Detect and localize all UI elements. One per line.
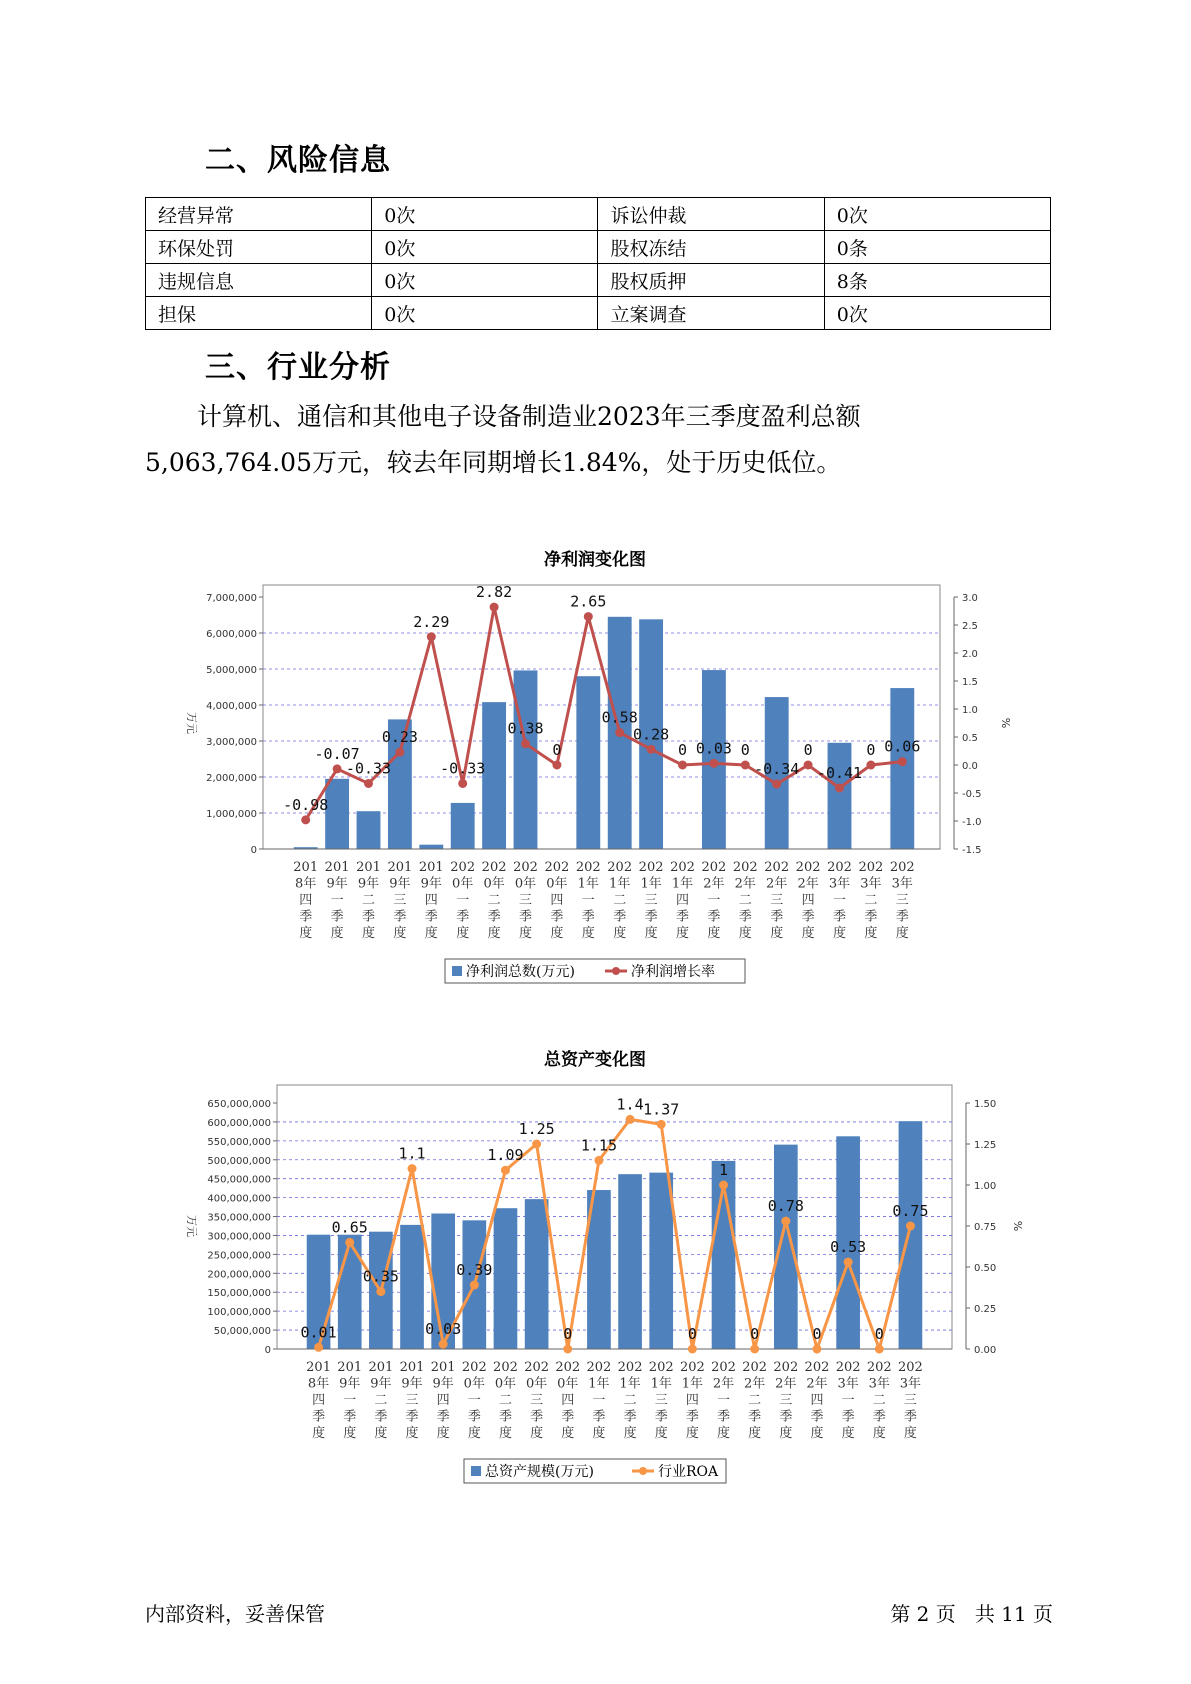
y-tick-label: 1,000,000 [206, 809, 257, 820]
net-profit-chart [0, 535, 1191, 1005]
risk-label-cell: 违规信息 [146, 264, 372, 297]
y2-tick-label: 0.00 [974, 1345, 997, 1356]
y2-tick-label: 0.25 [974, 1304, 997, 1315]
y-tick-label: 600,000,000 [207, 1117, 271, 1129]
x-tick-label: 202 3年二季度 [866, 1360, 892, 1441]
y-axis-label: 万元 [185, 712, 198, 734]
line-point [376, 1287, 385, 1296]
data-label: 0 [812, 1325, 822, 1343]
x-tick-label: 202 2年四季度 [795, 860, 821, 941]
data-label: 2.29 [413, 612, 450, 631]
data-label: 1.4 [616, 1095, 644, 1114]
risk-label-cell: 立案调查 [598, 297, 824, 330]
line-point [408, 1164, 417, 1173]
data-label: 0.03 [425, 1320, 462, 1339]
bar [494, 1208, 518, 1349]
y-tick-label: 2,000,000 [206, 773, 257, 784]
x-tick-label: 202 1年三季度 [638, 860, 664, 941]
y-tick-label: 0 [264, 1345, 271, 1356]
data-label: 0.06 [884, 737, 921, 756]
y2-tick-label: 1.25 [974, 1140, 997, 1151]
x-tick-label: 202 2年三季度 [773, 1360, 799, 1441]
x-tick-label: 202 0年三季度 [524, 1360, 550, 1441]
y-tick-label: 400,000,000 [207, 1193, 271, 1205]
x-tick-label: 202 3年二季度 [858, 860, 884, 941]
data-label: 1.09 [487, 1146, 524, 1165]
data-label: 0.39 [456, 1261, 493, 1280]
y-tick-label: 350,000,000 [207, 1212, 271, 1224]
line-point [584, 612, 593, 621]
x-tick-label: 202 2年一季度 [711, 1360, 736, 1441]
risk-value-cell: 0次 [372, 231, 598, 264]
line-point [439, 1340, 448, 1349]
x-tick-label: 202 2年一季度 [701, 860, 727, 941]
x-tick-label: 202 1年三季度 [648, 1360, 674, 1441]
y2-tick-label: 2.5 [962, 621, 978, 632]
x-tick-label: 202 0年三季度 [513, 860, 538, 941]
y-tick-label: 450,000,000 [207, 1174, 271, 1186]
line-point [719, 1181, 728, 1190]
line-point [812, 1345, 821, 1354]
x-tick-label: 201 9年四季度 [430, 1360, 456, 1441]
x-tick-label: 201 8年四季度 [306, 1360, 331, 1441]
data-label: 0.38 [507, 719, 544, 738]
risk-value-cell: 0次 [372, 198, 598, 231]
bar [419, 845, 443, 849]
risk-value-cell: 8条 [824, 264, 1050, 297]
x-tick-label: 201 9年一季度 [324, 860, 350, 941]
bar [357, 811, 381, 849]
line-point [898, 757, 907, 766]
bar [514, 670, 538, 849]
data-label: 0.01 [300, 1323, 337, 1342]
bar [890, 688, 914, 849]
paragraph-line-1: 计算机、通信和其他电子设备制造业2023年三季度盈利总额 [197, 402, 861, 431]
line-point [333, 764, 342, 773]
y-tick-label: 250,000,000 [207, 1250, 271, 1262]
data-label: 1.37 [643, 1100, 680, 1119]
data-label: 0 [874, 1325, 884, 1343]
line-point [563, 1345, 572, 1354]
line-point [866, 761, 875, 770]
y-tick-label: 150,000,000 [207, 1288, 271, 1300]
legend-bar-swatch [452, 966, 462, 976]
industry-paragraph [145, 394, 1055, 486]
y-tick-label: 7,000,000 [206, 593, 257, 604]
x-tick-label: 202 1年四季度 [679, 1360, 705, 1441]
data-label: 0.28 [633, 725, 670, 744]
data-label: 0 [803, 741, 813, 759]
line-point [427, 632, 436, 641]
bar [451, 803, 475, 849]
x-tick-label: 202 2年二季度 [732, 860, 758, 941]
line-point [678, 761, 687, 770]
data-label: 1.15 [580, 1136, 617, 1155]
x-tick-label: 202 0年一季度 [450, 860, 476, 941]
y2-tick-label: -1.0 [962, 817, 982, 828]
x-tick-label: 201 9年一季度 [337, 1360, 363, 1441]
data-label: 0.35 [362, 1267, 399, 1286]
bar [525, 1199, 549, 1349]
legend-bar-label: 总资产规模(万元) [485, 1464, 594, 1480]
data-label: 0 [563, 1325, 573, 1343]
footer-left: 内部资料，妥善保管 [145, 1602, 325, 1626]
x-tick-label: 202 2年四季度 [804, 1360, 830, 1441]
section-title-risk: 二、风险信息 [205, 143, 391, 178]
line-point [844, 1258, 853, 1267]
risk-value-cell: 0条 [824, 231, 1050, 264]
x-tick-label: 202 0年二季度 [493, 1360, 518, 1441]
line-point [688, 1345, 697, 1354]
data-label: 0.03 [695, 739, 732, 758]
footer-page-number: 第 2 页 共 11 页 [890, 1602, 1053, 1626]
risk-label-cell: 股权冻结 [598, 231, 824, 264]
y-tick-label: 650,000,000 [207, 1099, 271, 1110]
line-point [532, 1140, 541, 1149]
risk-value-cell: 0次 [824, 297, 1050, 330]
bar [400, 1225, 424, 1349]
data-label: -0.34 [754, 760, 800, 779]
bar [649, 1173, 673, 1349]
x-tick-label: 202 3年一季度 [835, 1360, 861, 1441]
y2-tick-label: 1.0 [962, 705, 978, 716]
y2-tick-label: 0.75 [974, 1222, 997, 1233]
x-tick-label: 202 3年三季度 [889, 860, 915, 941]
line-point [470, 1281, 479, 1290]
bar [338, 1235, 362, 1349]
y2-tick-label: 1.00 [974, 1181, 997, 1192]
y-axis-label: 万元 [185, 1215, 198, 1237]
risk-label-cell: 担保 [146, 297, 372, 330]
line-point [314, 1343, 323, 1352]
legend-line-marker [612, 967, 620, 975]
x-tick-label: 202 3年三季度 [898, 1360, 923, 1441]
y2-tick-label: 0.50 [974, 1263, 997, 1274]
paragraph-line-2: 5,063,764.05万元，较去年同期增长1.84%，处于历史低位。 [145, 448, 842, 477]
x-tick-label: 202 1年一季度 [575, 860, 601, 941]
y2-tick-label: 1.5 [962, 677, 978, 688]
risk-table-row [146, 231, 1051, 264]
line-point [647, 745, 656, 754]
legend-bar-swatch [471, 1466, 481, 1476]
risk-label-cell: 环保处罚 [146, 231, 372, 264]
y2-tick-label: 2.0 [962, 649, 978, 660]
bar [482, 702, 506, 849]
risk-value-cell: 0次 [372, 264, 598, 297]
data-label: 0.75 [892, 1202, 929, 1220]
total-assets-chart [0, 1035, 1191, 1505]
x-tick-label: 201 8年四季度 [293, 860, 319, 941]
data-label: -0.98 [283, 795, 329, 814]
x-tick-label: 202 1年一季度 [586, 1360, 612, 1441]
legend-bar-label: 净利润总数(万元) [466, 964, 575, 980]
line-point [709, 759, 718, 768]
line-point [458, 779, 467, 788]
bar [899, 1121, 923, 1349]
risk-label-cell: 股权质押 [598, 264, 824, 297]
x-tick-label: 202 1年四季度 [670, 860, 695, 941]
y-tick-label: 500,000,000 [207, 1155, 271, 1167]
data-label: 1 [719, 1161, 729, 1179]
x-tick-label: 202 0年四季度 [555, 1360, 581, 1441]
data-label: -0.33 [440, 759, 486, 778]
y2-tick-label: 0.0 [962, 761, 978, 772]
data-label: 1.25 [518, 1120, 555, 1138]
data-label: 0.58 [601, 708, 638, 727]
data-label: 0 [677, 741, 688, 759]
x-tick-label: 201 9年二季度 [356, 860, 381, 941]
y2-tick-label: -1.5 [962, 845, 982, 856]
data-label: -0.33 [345, 759, 392, 778]
line-point [501, 1166, 510, 1175]
x-tick-label: 201 9年三季度 [399, 1360, 425, 1441]
data-label: 0 [750, 1325, 760, 1343]
data-label: -0.07 [314, 744, 360, 763]
line-point [552, 761, 561, 770]
risk-value-cell: 0次 [372, 297, 598, 330]
line-point [626, 1115, 635, 1124]
line-point [615, 728, 624, 737]
risk-label-cell: 诉讼仲裁 [598, 198, 824, 231]
x-tick-label: 201 9年二季度 [368, 1360, 394, 1441]
y2-axis-label: % [1011, 1220, 1024, 1232]
data-label: 0 [740, 741, 750, 759]
x-tick-label: 202 2年二季度 [742, 1360, 768, 1441]
line-point [345, 1238, 354, 1247]
section-title-industry: 三、行业分析 [205, 350, 391, 385]
data-label: 0.78 [767, 1197, 804, 1216]
legend-line-marker [639, 1467, 647, 1475]
y2-tick-label: -0.5 [962, 789, 982, 800]
x-tick-label: 202 3年一季度 [827, 860, 852, 941]
line-point [906, 1222, 915, 1231]
data-label: 0 [866, 741, 876, 759]
y-tick-label: 50,000,000 [213, 1326, 271, 1338]
x-tick-label: 202 1年二季度 [607, 860, 633, 941]
y-tick-label: 200,000,000 [207, 1269, 271, 1281]
y-tick-label: 4,000,000 [206, 701, 257, 712]
chart-title: 总资产变化图 [544, 1050, 646, 1070]
data-label: 1.1 [398, 1144, 426, 1163]
data-label: 0 [552, 741, 562, 759]
line-point [750, 1345, 759, 1354]
x-tick-label: 202 1年二季度 [617, 1360, 643, 1441]
bar [576, 676, 600, 849]
y-tick-label: 550,000,000 [207, 1136, 271, 1148]
y2-tick-label: 1.50 [974, 1099, 997, 1110]
x-tick-label: 202 0年一季度 [461, 1360, 487, 1441]
risk-info-table [145, 197, 1051, 330]
line-point [804, 761, 813, 770]
legend-line-label: 行业ROA [658, 1464, 719, 1480]
line-point [521, 739, 530, 748]
line-point [395, 748, 404, 757]
y-tick-label: 300,000,000 [207, 1231, 271, 1243]
y-tick-label: 100,000,000 [207, 1307, 271, 1319]
risk-table-row [146, 198, 1051, 231]
data-label: 0.23 [381, 728, 418, 747]
line-point [490, 603, 499, 612]
bar [618, 1174, 642, 1349]
data-label: 0.53 [830, 1238, 867, 1257]
data-label: 2.82 [476, 583, 513, 602]
risk-value-cell: 0次 [824, 198, 1050, 231]
data-label: 0.65 [331, 1218, 368, 1237]
data-label: -0.41 [816, 763, 863, 782]
x-tick-label: 202 0年四季度 [544, 860, 570, 941]
x-tick-label: 202 0年二季度 [481, 860, 507, 941]
x-tick-label: 201 9年四季度 [418, 860, 444, 941]
y-tick-label: 3,000,000 [206, 737, 257, 748]
legend-line-label: 净利润增长率 [631, 964, 715, 980]
line-point [741, 761, 750, 770]
y-tick-label: 6,000,000 [206, 629, 257, 640]
line-point [364, 779, 373, 788]
risk-table-row [146, 297, 1051, 330]
risk-table-row [146, 264, 1051, 297]
y2-tick-label: 0.5 [962, 733, 978, 744]
line-point [301, 815, 310, 824]
line-point [772, 780, 781, 789]
chart-title: 净利润变化图 [544, 550, 646, 570]
line-point [594, 1156, 603, 1165]
bar [774, 1145, 798, 1349]
bar [828, 743, 852, 849]
line-point [875, 1345, 884, 1354]
line-point [781, 1217, 790, 1226]
y-tick-label: 0 [250, 845, 257, 856]
x-tick-label: 201 9年三季度 [387, 860, 413, 941]
bar [325, 779, 349, 849]
y-tick-label: 5,000,000 [206, 665, 257, 676]
y2-axis-label: % [999, 717, 1012, 729]
y2-tick-label: 3.0 [962, 593, 978, 604]
line-point [657, 1120, 666, 1129]
data-label: 2.65 [570, 592, 607, 611]
risk-label-cell: 经营异常 [146, 198, 372, 231]
data-label: 0 [687, 1325, 697, 1343]
line-point [835, 783, 844, 792]
x-tick-label: 202 2年三季度 [764, 860, 790, 941]
